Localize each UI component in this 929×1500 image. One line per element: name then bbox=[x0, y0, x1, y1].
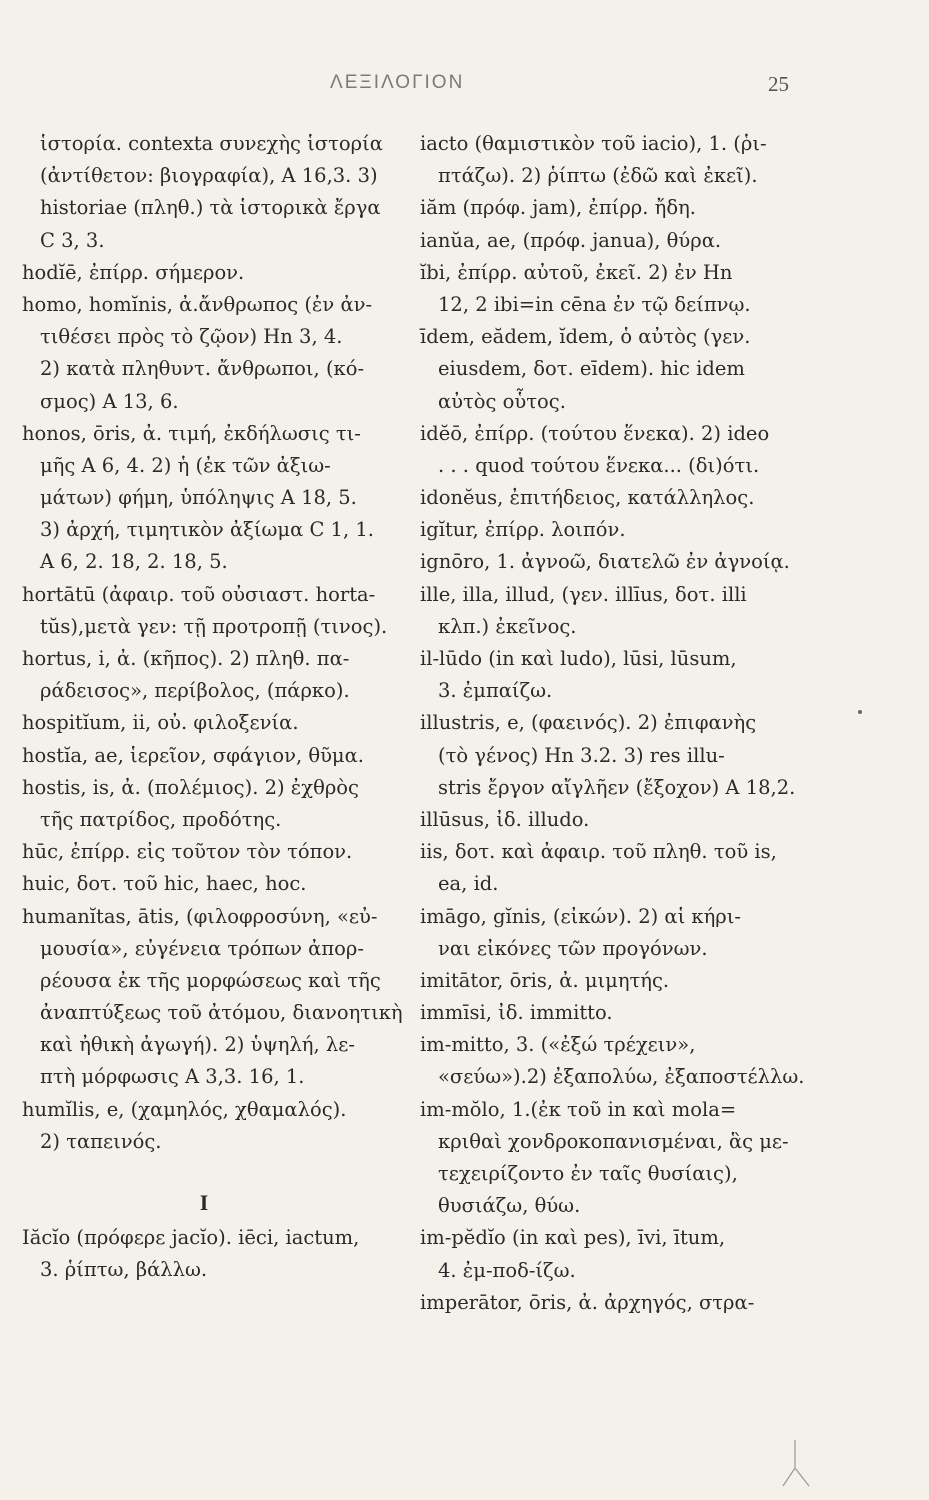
dictionary-line: iăm (πρόφ. jam), ἐπίρρ. ἤδη. bbox=[420, 196, 696, 220]
dictionary-line: 2) ταπεινός. bbox=[40, 1129, 162, 1153]
dictionary-line: ράδεισος», περίβολος, (πάρκο). bbox=[40, 679, 350, 703]
right-column bbox=[416, 128, 836, 1319]
dictionary-line: ianŭa, ae, (πρόφ. janua), θύρα. bbox=[420, 228, 722, 252]
dictionary-line: hostis, is, ἀ. (πολέμιος). 2) ἐχθρὸς bbox=[22, 775, 359, 799]
dictionary-line: idĕō, ἐπίρρ. (τούτου ἕνεκα). 2) ideo bbox=[420, 421, 770, 445]
dictionary-line: hostĭa, ae, ἱερεῖον, σφάγιον, θῦμα. bbox=[22, 743, 364, 767]
dictionary-line: idonĕus, ἐπιτήδειος, κατάλληλος. bbox=[420, 486, 755, 510]
dictionary-line: eiusdem, δοτ. eīdem). hic idem bbox=[438, 357, 745, 381]
dictionary-line: imitātor, ōris, ἀ. μιμητής. bbox=[420, 968, 670, 992]
dictionary-line: illūsus, ἰδ. illudo. bbox=[420, 807, 590, 831]
dictionary-line: iacto (θαμιστικὸν τοῦ iacio), 1. (ῥι- bbox=[420, 132, 767, 155]
dictionary-line: τιθέσει πρὸς τὸ ζῷον) Hn 3, 4. bbox=[40, 325, 343, 349]
dictionary-line: (τὸ γένος) Hn 3.2. 3) res illu- bbox=[438, 743, 725, 767]
edge-mark bbox=[775, 1438, 815, 1488]
running-head bbox=[0, 72, 929, 102]
dictionary-line: τεχειρίζοντο ἐν ταῖς θυσίαις), bbox=[438, 1162, 738, 1185]
dictionary-line: hortus, i, ἀ. (κῆπος). 2) πληθ. πα- bbox=[22, 647, 350, 670]
dictionary-line: . . . quod τούτου ἕνεκα... (δι)ότι. bbox=[438, 453, 760, 477]
section-letter: I bbox=[199, 1190, 209, 1215]
dictionary-line: huic, δοτ. τοῦ hic, haec, hoc. bbox=[22, 872, 307, 896]
dictionary-line: hūc, ἐπίρρ. εἰς τοῦτον τὸν τόπον. bbox=[22, 840, 353, 864]
dictionary-line: 3) ἀρχή, τιμητικὸν ἀξίωμα C 1, 1. bbox=[40, 518, 374, 542]
dictionary-line: 2) κατὰ πληθυντ. ἄνθρωποι, (κό- bbox=[40, 357, 365, 381]
dictionary-line: 3. ἐμπαίζω. bbox=[438, 679, 553, 703]
dictionary-line: īdem, eădem, ĭdem, ὁ αὐτὸς (γεν. bbox=[420, 325, 751, 349]
page-number: 25 bbox=[768, 72, 789, 96]
dictionary-line: ille, illa, illud, (γεν. illīus, δοτ. illi bbox=[420, 582, 747, 606]
dictionary-line: ἱστορία. contexta συνεχὴς ἱστορία bbox=[40, 132, 383, 155]
dictionary-line: tŭs),μετὰ γεν: τῇ προτροπῇ (τινος). bbox=[40, 614, 388, 638]
dictionary-line: C 3, 3. bbox=[40, 228, 105, 252]
dictionary-line: ρέουσα ἐκ τῆς μορφώσεως καὶ τῆς bbox=[40, 968, 381, 992]
dictionary-line: A 6, 2. 18, 2. 18, 5. bbox=[40, 550, 228, 574]
dictionary-line: Iăcĭo (πρόφερε jacĭo). iēci, iactum, bbox=[22, 1226, 360, 1249]
dictionary-line: im-mŏlo, 1.(ἐκ τοῦ in καὶ mola= bbox=[420, 1097, 737, 1121]
dictionary-line: κλπ.) ἐκεῖνος. bbox=[438, 614, 577, 638]
dictionary-line: historiae (πληθ.) τὰ ἱστορικὰ ἔργα bbox=[40, 196, 381, 220]
dictionary-line: σμος) A 13, 6. bbox=[40, 389, 179, 413]
dictionary-line: πτὴ μόρφωσις A 3,3. 16, 1. bbox=[40, 1065, 305, 1089]
dictionary-line: im-pĕdĭo (in καὶ pes), īvi, ītum, bbox=[420, 1226, 726, 1250]
dictionary-line: ναι εἰκόνες τῶν προγόνων. bbox=[438, 936, 708, 960]
dictionary-line: imperātor, ōris, ἀ. ἀρχηγός, στρα- bbox=[420, 1290, 755, 1314]
dictionary-line: honos, ōris, ἀ. τιμή, ἐκδήλωσις τι- bbox=[22, 421, 361, 445]
dictionary-line: 12, 2 ibi=in cēna ἐν τῷ δείπνῳ. bbox=[438, 292, 751, 316]
dictionary-line: ĭbi, ἐπίρρ. αὐτοῦ, ἐκεῖ. 2) ἐν Hn bbox=[420, 260, 733, 284]
dictionary-line: ἀναπτύξεως τοῦ ἀτόμου, διανοητικὴ bbox=[40, 1001, 403, 1025]
dictionary-line: hospitĭum, ii, οὐ. φιλοξενία. bbox=[22, 711, 299, 735]
dictionary-line: θυσιάζω, θύω. bbox=[438, 1194, 581, 1218]
dictionary-line: ignōro, 1. ἀγνοῶ, διατελῶ ἐν ἀγνοίᾳ. bbox=[420, 550, 790, 574]
dictionary-line: il-lūdo (in καὶ ludo), lūsi, lūsum, bbox=[420, 647, 737, 670]
dictionary-line: stris ἔργον αἴγλῆεν (ἔξοχον) A 18,2. bbox=[438, 775, 796, 799]
dictionary-line: imāgo, gĭnis, (εἰκών). 2) αἱ κήρι- bbox=[420, 904, 741, 928]
dictionary-line: humanĭtas, ātis, (φιλοφροσύνη, «εὐ- bbox=[22, 904, 378, 928]
dictionary-line: iis, δοτ. καὶ ἀφαιρ. τοῦ πληθ. τοῦ is, bbox=[420, 840, 777, 864]
stray-dot-mark bbox=[858, 710, 862, 714]
dictionary-line: hodĭē, ἐπίρρ. σήμερον. bbox=[22, 260, 245, 284]
dictionary-line: πτάζω). 2) ῥίπτω (ἐδῶ καὶ ἐκεῖ). bbox=[438, 164, 758, 188]
dictionary-line: hortātū (ἀφαιρ. τοῦ οὐσιαστ. horta- bbox=[22, 582, 376, 606]
dictionary-line: 3. ῥίπτω, βάλλω. bbox=[40, 1258, 208, 1282]
left-column bbox=[18, 128, 410, 1286]
dictionary-line: μῆς A 6, 4. 2) ἡ (ἐκ τῶν ἀξιω- bbox=[40, 453, 331, 477]
dictionary-line: ea, id. bbox=[438, 872, 499, 896]
dictionary-line: immīsi, ἰδ. immitto. bbox=[420, 1001, 613, 1025]
dictionary-line: κριθαὶ χονδροκοπανισμέναι, ἃς με- bbox=[438, 1129, 789, 1153]
dictionary-line: 4. ἐμ-ποδ-ίζω. bbox=[438, 1258, 576, 1282]
dictionary-line: (ἀντίθετον: βιογραφία), A 16,3. 3) bbox=[40, 164, 378, 188]
dictionary-line: μουσία», εὐγένεια τρόπων ἀπορ- bbox=[40, 936, 364, 960]
dictionary-line: igĭtur, ἐπίρρ. λοιπόν. bbox=[420, 518, 626, 542]
dictionary-line: αὐτὸς οὗτος. bbox=[438, 389, 566, 413]
dictionary-line: καὶ ἠθικὴ ἀγωγή). 2) ὑψηλή, λε- bbox=[40, 1033, 355, 1057]
dictionary-line: «σεύω»).2) ἐξαπολύω, ἐξαποστέλλω. bbox=[438, 1065, 805, 1089]
dictionary-line: humĭlis, e, (χαμηλός, χθαμαλός). bbox=[22, 1097, 347, 1121]
dictionary-line: homo, homĭnis, ἀ.ἄνθρωπος (ἐν ἀν- bbox=[22, 292, 373, 316]
dictionary-line: illustris, e, (φαεινός). 2) ἐπιφανὴς bbox=[420, 711, 757, 735]
running-title: ΛΕΞΙΛΟΓΙΟΝ bbox=[330, 72, 465, 93]
dictionary-line: im-mitto, 3. («ἐξώ τρέχειν», bbox=[420, 1033, 696, 1057]
dictionary-line: τῆς πατρίδος, προδότης. bbox=[40, 807, 282, 831]
dictionary-line: μάτων) φήμη, ὑπόληψις A 18, 5. bbox=[40, 486, 357, 510]
